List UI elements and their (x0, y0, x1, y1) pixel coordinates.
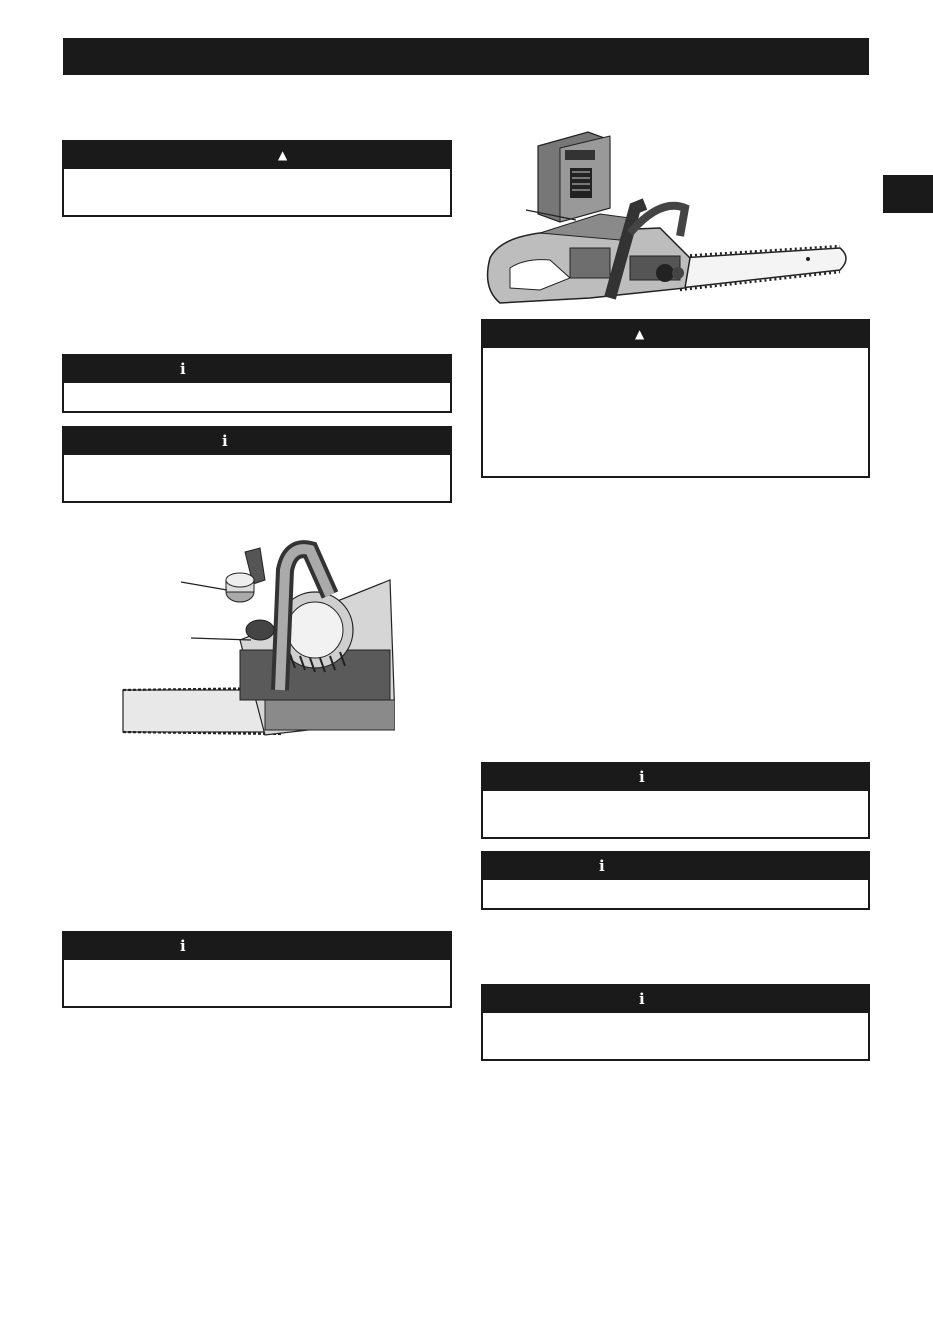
language-side-tab (883, 175, 933, 213)
info-box-header (483, 986, 868, 1013)
info-box-header (64, 933, 450, 960)
info-box (62, 426, 452, 503)
warning-box (481, 319, 870, 478)
info-icon: i (639, 768, 645, 786)
info-box-header (483, 764, 868, 791)
info-box (481, 851, 870, 910)
info-box (481, 762, 870, 839)
info-box-header (483, 853, 868, 880)
battery-insertion-illustration (480, 128, 850, 308)
info-icon: i (222, 432, 228, 450)
info-icon: i (599, 857, 605, 875)
info-box (62, 354, 452, 413)
oil-tank-cap-illustration (115, 540, 395, 740)
page-header-bar (63, 38, 869, 75)
warning-box (62, 140, 452, 217)
info-box (62, 931, 452, 1008)
warning-box-header (64, 142, 450, 169)
info-box (481, 984, 870, 1061)
warning-triangle-icon: ▲ (278, 148, 288, 162)
info-icon: i (639, 990, 645, 1008)
info-icon: i (180, 360, 186, 378)
warning-triangle-icon: ▲ (635, 327, 645, 341)
info-box-header (64, 428, 450, 455)
warning-box-header (483, 321, 868, 348)
info-box-header (64, 356, 450, 383)
info-icon: i (180, 937, 186, 955)
